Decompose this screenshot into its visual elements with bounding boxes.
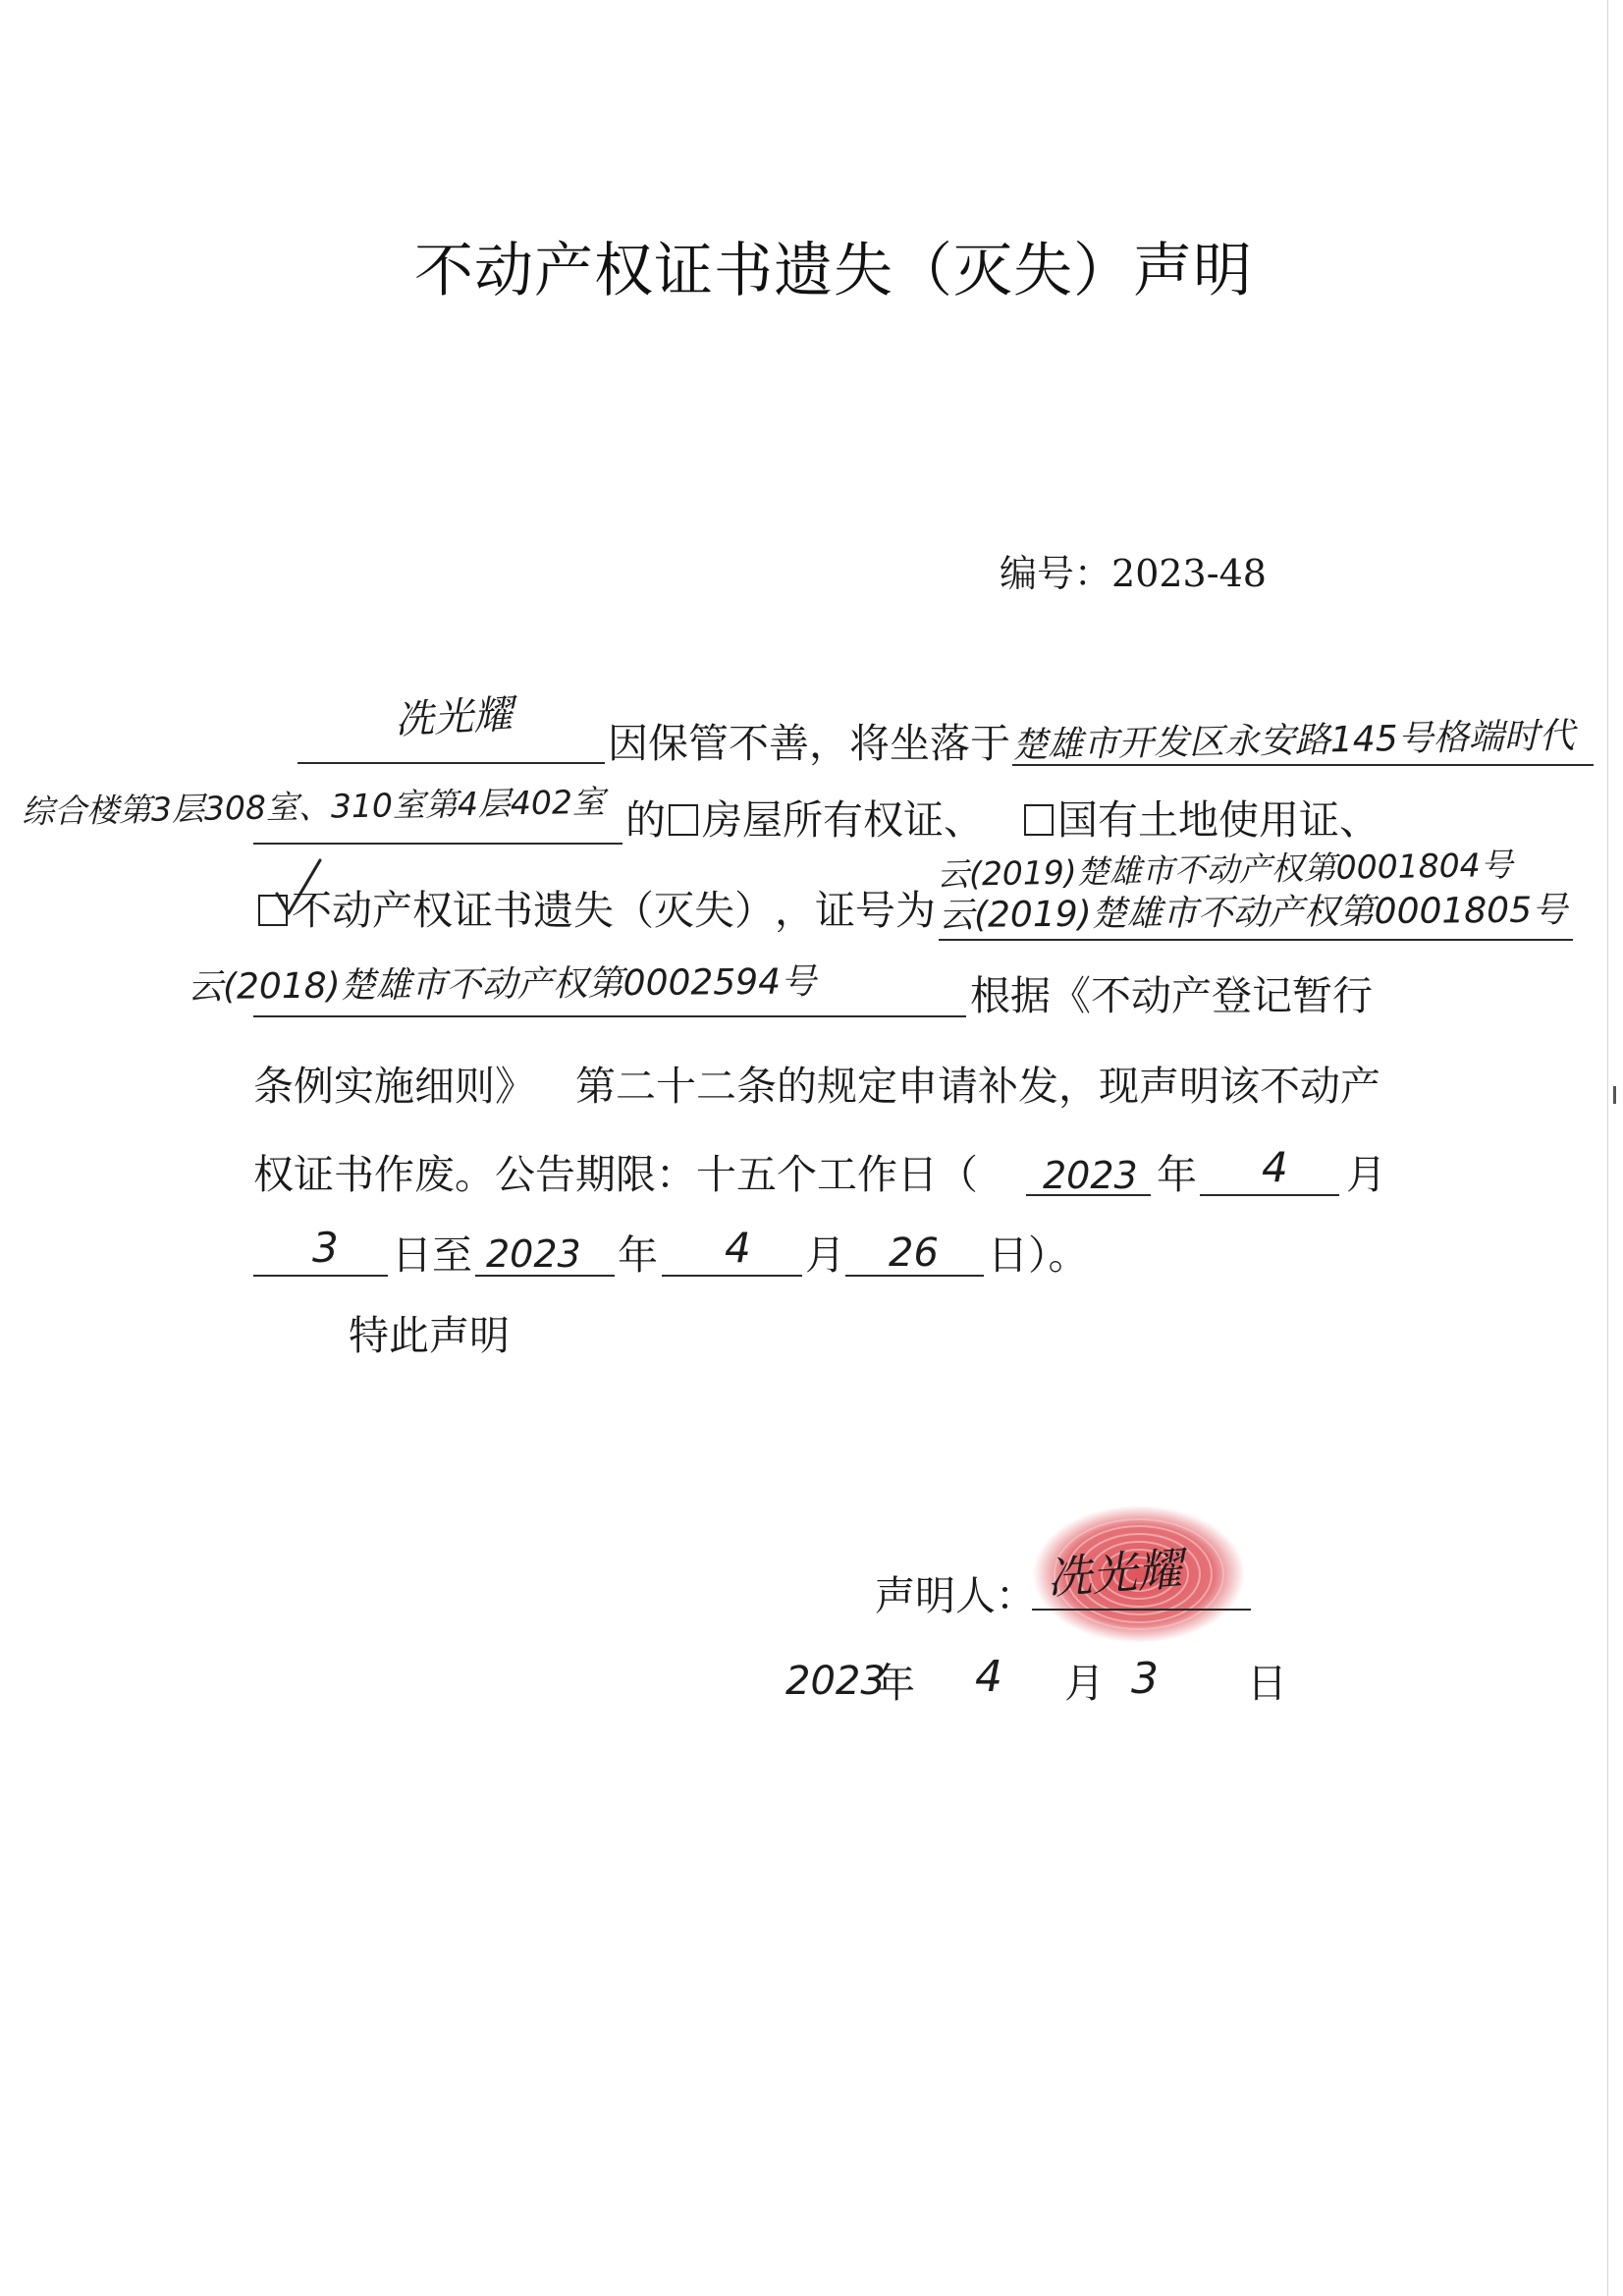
end-year-handwritten: 2023 (486, 1232, 581, 1276)
signature-day-handwritten: 3 (1131, 1654, 1159, 1704)
address-line-1-handwritten: 楚雄市开发区永安路145号格端时代 (1011, 716, 1575, 766)
start-year-handwritten: 2023 (1043, 1154, 1138, 1197)
start-day-underline (253, 1275, 388, 1277)
signature-day-unit: 日 (1247, 1660, 1287, 1707)
end-month-handwritten: 4 (725, 1224, 751, 1272)
end-year-unit: 年 (618, 1231, 658, 1279)
start-year-unit: 年 (1157, 1151, 1197, 1198)
option-land-use-label: 国有土地使用证、 (1057, 796, 1380, 844)
end-day-handwritten: 26 (889, 1230, 939, 1276)
serial-number (1000, 552, 1267, 595)
declarant-signature: 冼光耀 (1045, 1542, 1184, 1605)
signature-year-unit: 年 (875, 1660, 915, 1707)
phrase-article: 第二十二条的规定申请补发，现声明该不动产 (575, 1063, 1380, 1110)
certificate-number-3-handwritten: 云(2018)楚雄市不动产权第0002594号 (187, 961, 817, 1008)
signature-year-handwritten: 2023 (785, 1659, 886, 1704)
end-day-unit: 日）。 (988, 1231, 1089, 1279)
end-month-unit: 月 (805, 1231, 845, 1279)
start-month-underline (1200, 1194, 1339, 1196)
phrase-according: 根据《不动产登记暂行 (970, 972, 1373, 1019)
option-house-ownership-label: 房屋所有权证、 (702, 796, 984, 844)
certificate-number-2-underline (939, 939, 1573, 941)
start-day-handwritten: 3 (312, 1224, 339, 1272)
certificate-number-3-underline (253, 1015, 966, 1017)
phrase-careless: 因保管不善，将坐落于 (608, 720, 1010, 767)
phrase-certificate-number: ，证号为 (775, 887, 936, 934)
address-line-2-handwritten: 综合楼第3层308室、310室第4层402室 (21, 782, 606, 831)
phrase-of: 的 (625, 796, 666, 844)
address-line-2-underline (253, 843, 622, 845)
declarant-label: 声明人： (875, 1572, 1036, 1619)
end-month-underline (662, 1275, 802, 1277)
signature-month-unit: 月 (1064, 1660, 1105, 1707)
checkbox-house-ownership (669, 804, 698, 836)
start-month-unit: 月 (1346, 1151, 1386, 1198)
applicant-name-underline (298, 762, 605, 764)
serial-label: 编号： (1000, 552, 1112, 595)
certificate-number-2-handwritten: 云(2019)楚雄市不动产权第0001805号 (938, 890, 1568, 936)
signature-month-handwritten: 4 (975, 1652, 1002, 1702)
phrase-rules: 条例实施细则》 (253, 1063, 535, 1110)
certificate-number-1-handwritten: 云(2019)楚雄市不动产权第0001804号 (936, 845, 1513, 894)
start-day-unit: 日至 (392, 1231, 472, 1279)
start-month-handwritten: 4 (1262, 1143, 1288, 1191)
signature-underline (1032, 1609, 1251, 1611)
closing-statement: 特此声明 (349, 1312, 510, 1359)
scan-edge-line (1607, 0, 1608, 2296)
option-property-certificate-label: 不动产权证书遗失（灭失） (292, 887, 775, 934)
checkbox-land-use (1024, 804, 1054, 836)
applicant-name-handwritten: 冼光耀 (393, 691, 514, 743)
serial-value: 2023-48 (1111, 552, 1267, 595)
document-title: 不动产权证书遗失（灭失）声明 (414, 237, 1253, 305)
phrase-void: 权证书作废。公告期限：十五个工作日（ (253, 1151, 978, 1198)
scan-speck (1613, 1086, 1616, 1104)
